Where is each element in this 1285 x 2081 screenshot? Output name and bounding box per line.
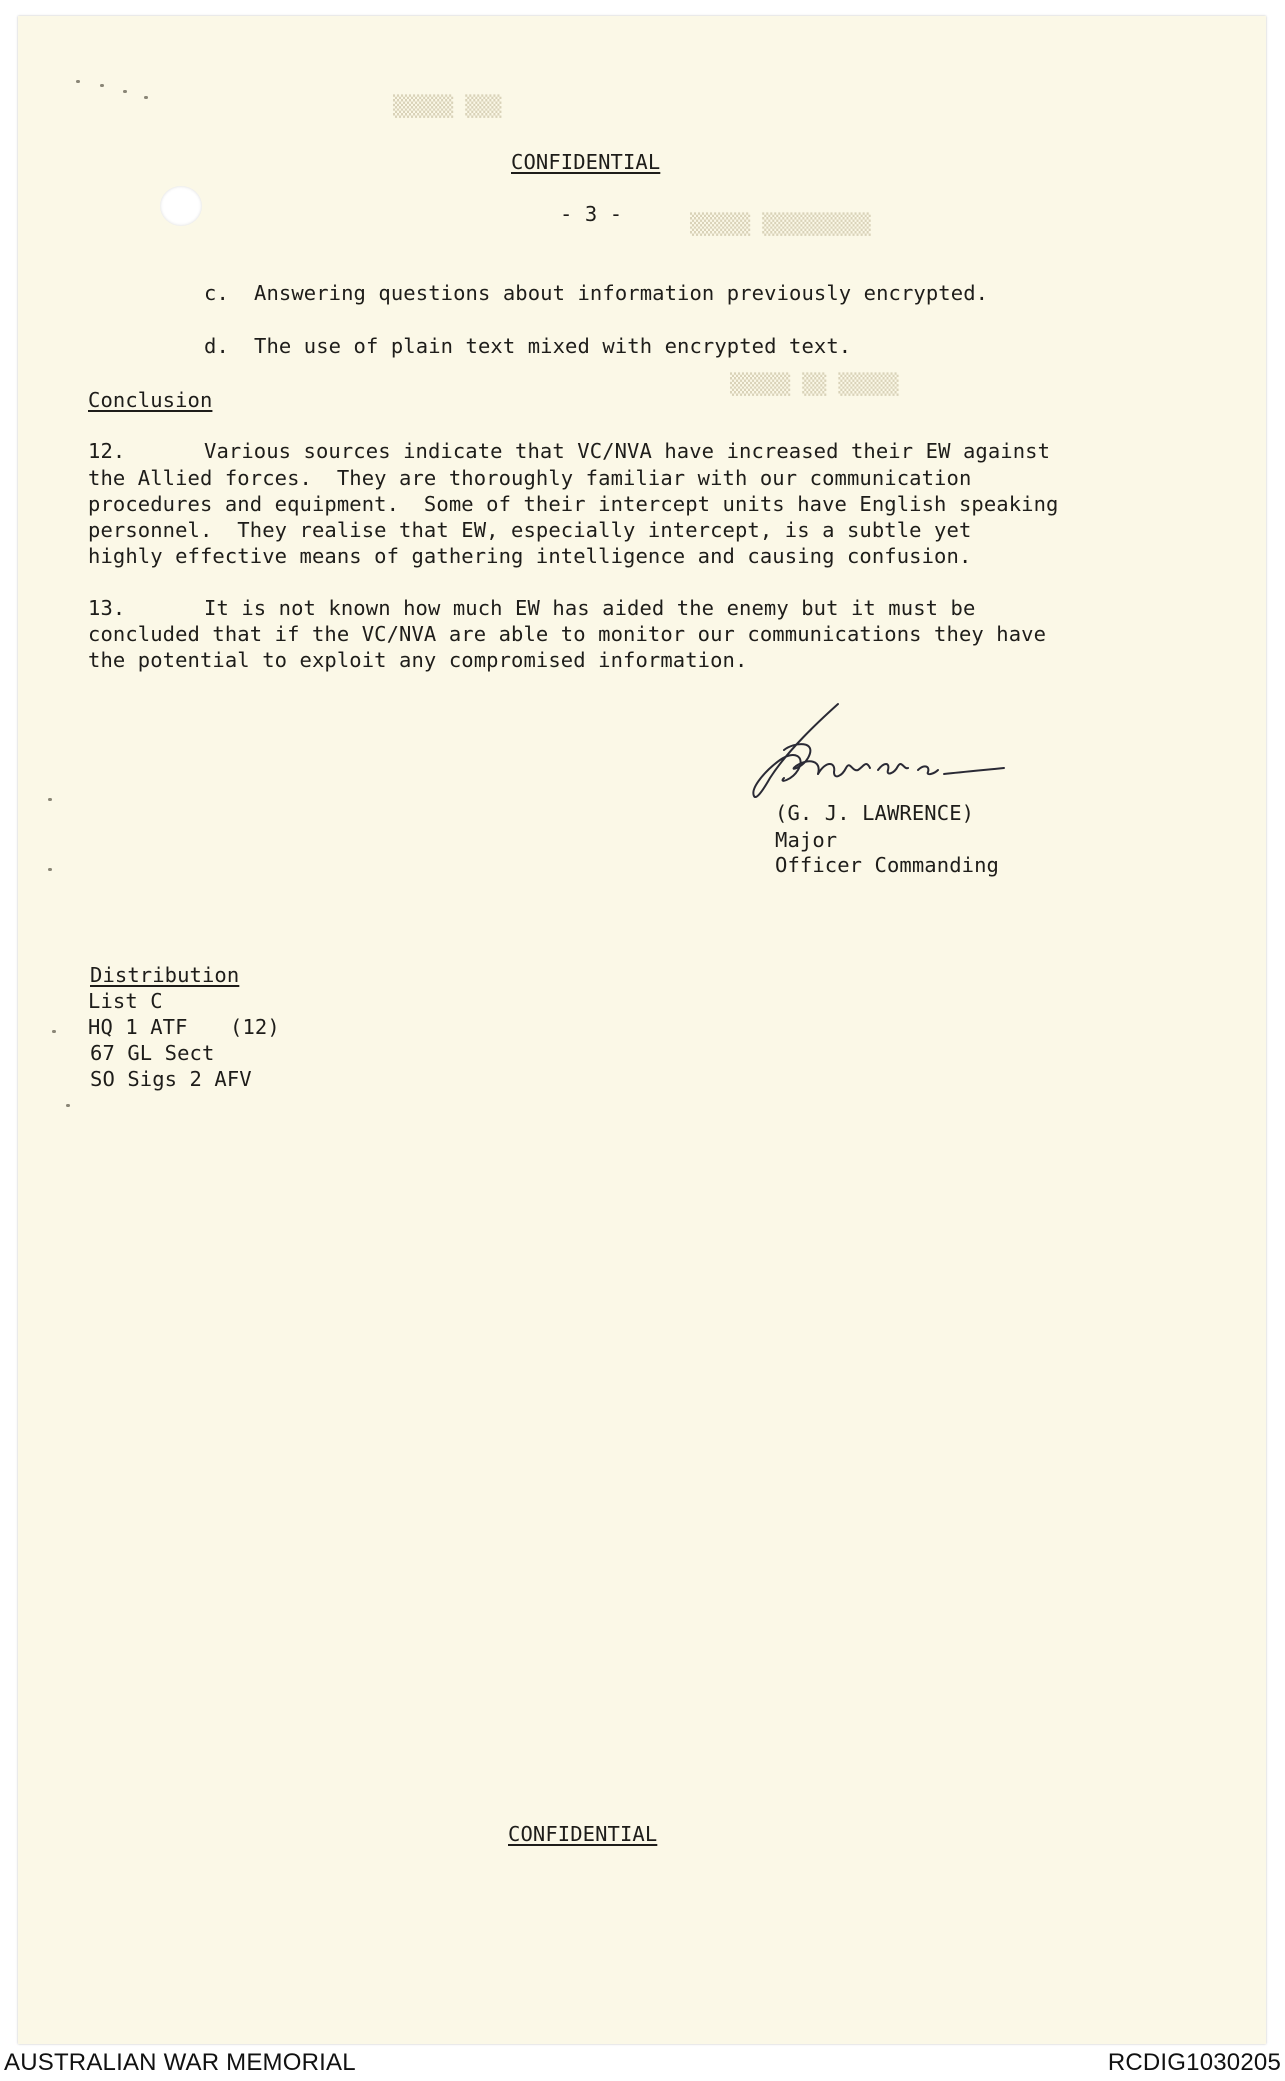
paper-speck	[48, 868, 52, 871]
distribution-entry-unit: HQ 1 ATF	[88, 1015, 188, 1039]
distribution-list: List C	[88, 989, 163, 1013]
distribution-heading: Distribution	[90, 963, 240, 987]
signatory-title: Officer Commanding	[775, 853, 999, 877]
bleed-through-mark: ▒▒▒▒▒ ▒▒▒	[393, 94, 502, 118]
para-12-number: 12.	[88, 439, 126, 463]
document-page	[18, 16, 1266, 2044]
item-c-text: Answering questions about information previously encrypted.	[254, 281, 989, 305]
para-13-line: the potential to exploit any compromised information.	[88, 648, 748, 672]
bleed-through-mark: ▒▒▒▒▒ ▒▒ ▒▒▒▒▒	[730, 372, 899, 396]
paper-speck	[144, 96, 148, 99]
page-number: - 3 -	[560, 202, 623, 226]
signatory-rank: Major	[775, 828, 838, 852]
para-13-number: 13.	[88, 596, 126, 620]
paper-speck	[48, 798, 52, 801]
paper-speck	[100, 84, 104, 87]
para-13-line: It is not known how much EW has aided the enemy but it must be	[204, 596, 976, 620]
punch-hole	[160, 186, 202, 226]
paper-speck	[66, 1104, 70, 1107]
distribution-entry-unit: 67 GL Sect	[90, 1041, 215, 1065]
para-12-line: highly effective means of gathering intelligence and causing confusion.	[88, 544, 972, 568]
item-d-label: d.	[204, 334, 229, 358]
archive-reference-id: RCDIG1030205	[1107, 2049, 1281, 2076]
distribution-entry-copies: (12)	[230, 1015, 280, 1039]
item-d-text: The use of plain text mixed with encrypted text.	[254, 334, 852, 358]
header-classification: CONFIDENTIAL	[511, 150, 661, 174]
footer-classification: CONFIDENTIAL	[508, 1822, 658, 1846]
para-12-line: personnel. They realise that EW, especially intercept, is a subtle yet	[88, 518, 972, 542]
paper-speck	[123, 90, 127, 93]
signatory-name: (G. J. LAWRENCE)	[775, 801, 975, 825]
conclusion-heading: Conclusion	[88, 388, 213, 412]
paper-speck	[76, 80, 80, 83]
para-12-line: Various sources indicate that VC/NVA have increased their EW against	[204, 439, 1051, 463]
para-12-line: procedures and equipment. Some of their intercept units have English speaking	[88, 492, 1059, 516]
bleed-through-mark: ▒▒▒▒▒ ▒▒▒▒▒▒▒▒▒	[690, 212, 871, 236]
handwritten-signature	[748, 700, 1008, 810]
archive-source-label: AUSTRALIAN WAR MEMORIAL	[4, 2049, 356, 2076]
para-13-line: concluded that if the VC/NVA are able to monitor our communications they have	[88, 622, 1047, 646]
item-c-label: c.	[204, 281, 229, 305]
para-12-line: the Allied forces. They are thoroughly familiar with our communication	[88, 466, 972, 490]
paper-speck	[52, 1030, 56, 1033]
distribution-entry-unit: SO Sigs 2 AFV	[90, 1067, 252, 1091]
